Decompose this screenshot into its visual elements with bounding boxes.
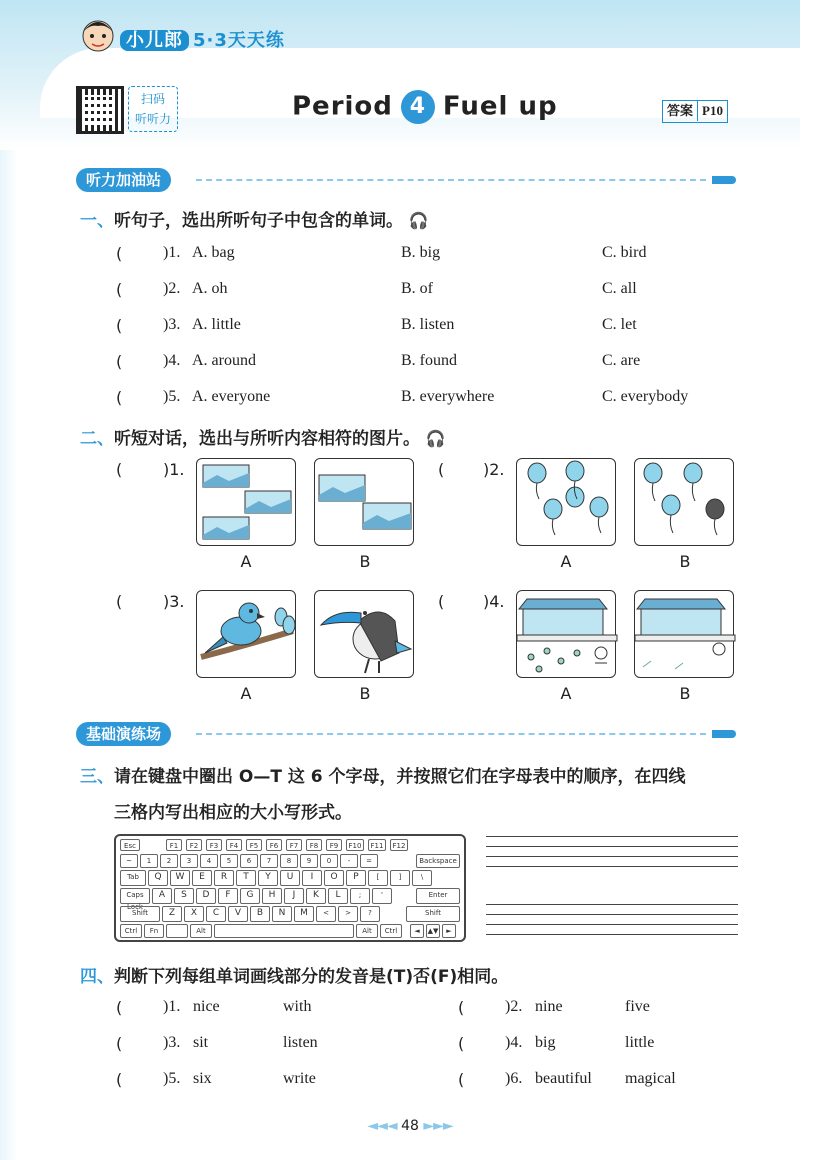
word-2: five bbox=[625, 998, 650, 1015]
option-b[interactable]: B. of bbox=[401, 280, 433, 297]
option-a[interactable]: A. around bbox=[192, 352, 256, 369]
word-1: big bbox=[535, 1034, 556, 1051]
key-enter[interactable]: Enter bbox=[416, 888, 460, 904]
picture-option-b[interactable] bbox=[634, 590, 734, 678]
page-edge bbox=[0, 150, 18, 1160]
picture-option-b[interactable] bbox=[314, 590, 414, 678]
series-name: 5·3天天练 bbox=[193, 30, 285, 51]
option-c[interactable]: C. everybody bbox=[602, 388, 689, 405]
option-b[interactable]: B. found bbox=[401, 352, 457, 369]
part2-heading: 二、听短对话，选出与所听内容相符的图片。 🎧 bbox=[80, 429, 446, 449]
option-a[interactable]: A. everyone bbox=[192, 388, 271, 405]
answer-page-badge[interactable]: 答案 P10 bbox=[662, 100, 728, 123]
list-item: ( bbox=[116, 244, 123, 263]
option-b[interactable]: B. listen bbox=[401, 316, 455, 333]
brand-title bbox=[120, 26, 285, 52]
option-c[interactable]: C. let bbox=[602, 316, 637, 333]
word-1: beautiful bbox=[535, 1070, 592, 1087]
picture-option-b[interactable] bbox=[314, 458, 414, 546]
brand-name: 小儿郎 bbox=[120, 30, 189, 51]
part3-heading-cont: 三格内写出相应的大小写形式。 bbox=[114, 803, 352, 823]
word-2: little bbox=[625, 1034, 655, 1051]
word-2: with bbox=[283, 998, 312, 1015]
keyboard-diagram: Esc F1 F2 F3 F4 F5 F6 F7 F8 F9 F10 F11 F12 ~ 1 2 3 4 5 6 7 8 9 0 - = Backspace Tab Q W E R T Y U I O P [ ] \ Caps Lock A S D F G H J K L ; ' Enter Shift Z X C V B N M < > ? Shift Ctrl Fn Alt Alt Ctrl ◄ ▲▼ ► bbox=[114, 834, 466, 942]
section-divider bbox=[196, 733, 706, 735]
option-c[interactable]: C. bird bbox=[602, 244, 647, 261]
option-c[interactable]: C. all bbox=[602, 280, 637, 297]
key-o[interactable]: O bbox=[324, 870, 344, 886]
key-t[interactable]: T bbox=[236, 870, 256, 886]
option-a[interactable]: A. little bbox=[192, 316, 241, 333]
key-backspace[interactable]: Backspace bbox=[416, 854, 460, 868]
word-1: sit bbox=[193, 1034, 209, 1051]
part1-heading: 一、听句子，选出所听句子中包含的单词。 🎧 bbox=[80, 211, 429, 231]
pencil-icon bbox=[712, 176, 736, 184]
key-p[interactable]: P bbox=[346, 870, 366, 886]
word-2: magical bbox=[625, 1070, 676, 1087]
picture-option-a[interactable] bbox=[196, 458, 296, 546]
option-a[interactable]: A. bag bbox=[192, 244, 235, 261]
scan-label: 扫码 听听力 bbox=[128, 86, 178, 132]
headphone-icon: 🎧 bbox=[403, 211, 429, 230]
page-title: Period 4 Fuel up bbox=[292, 90, 558, 124]
word-2: listen bbox=[283, 1034, 318, 1051]
option-a[interactable]: A. oh bbox=[192, 280, 228, 297]
key-esc[interactable]: Esc bbox=[120, 839, 140, 851]
key-s[interactable]: S bbox=[174, 888, 194, 904]
picture-option-b[interactable] bbox=[634, 458, 734, 546]
picture-option-a[interactable] bbox=[196, 590, 296, 678]
key-space[interactable] bbox=[214, 924, 354, 938]
word-1: nine bbox=[535, 998, 563, 1015]
word-1: nice bbox=[193, 998, 220, 1015]
part4-heading: 四、判断下列每组单词画线部分的发音是(T)否(F)相同。 bbox=[80, 967, 509, 987]
headphone-icon: 🎧 bbox=[420, 429, 446, 448]
section-listening-title: 听力加油站 bbox=[76, 168, 171, 192]
key-windows[interactable] bbox=[166, 924, 188, 938]
option-c[interactable]: C. are bbox=[602, 352, 641, 369]
part3-heading: 三、请在键盘中圈出 O—T 这 6 个字母，并按照它们在字母表中的顺序，在四线 bbox=[80, 767, 686, 787]
option-b[interactable]: B. big bbox=[401, 244, 441, 261]
word-2: write bbox=[283, 1070, 316, 1087]
option-b[interactable]: B. everywhere bbox=[401, 388, 495, 405]
picture-option-a[interactable] bbox=[516, 590, 616, 678]
picture-option-a[interactable] bbox=[516, 458, 616, 546]
word-1: six bbox=[193, 1070, 212, 1087]
mascot-icon bbox=[78, 14, 118, 58]
page-number: ◄◄◄ 48 ►►► bbox=[367, 1118, 453, 1134]
qr-code-icon[interactable] bbox=[76, 86, 124, 134]
section-divider bbox=[196, 179, 706, 181]
period-number-badge: 4 bbox=[401, 90, 435, 124]
pencil-icon bbox=[712, 730, 736, 738]
section-basic-title: 基础演练场 bbox=[76, 722, 171, 746]
